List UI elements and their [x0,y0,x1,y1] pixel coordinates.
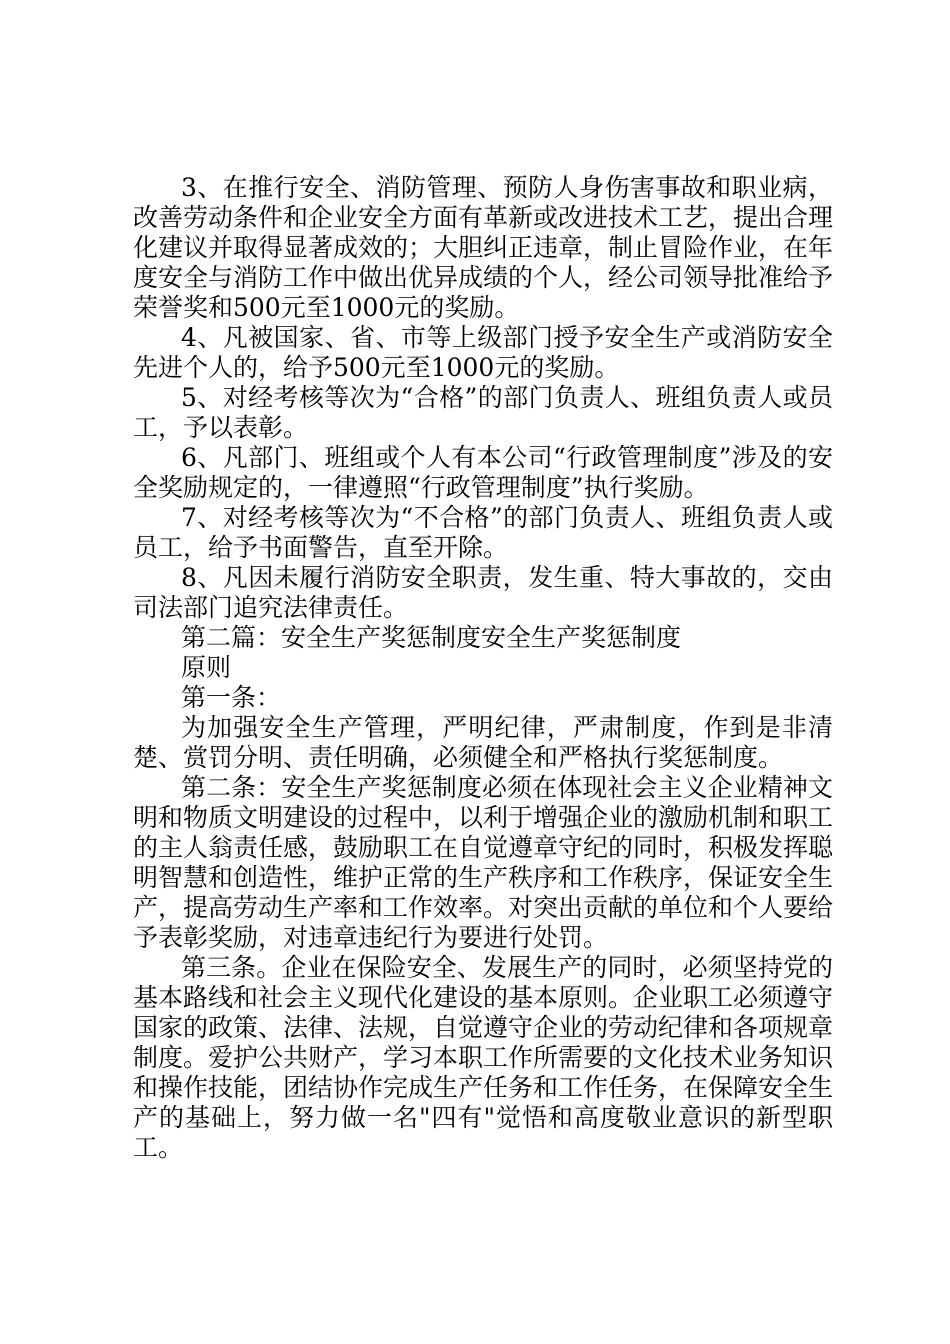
article-1-label: 第一条： [181,683,282,712]
section-heading: 第二篇：安全生产奖惩制度安全生产奖惩制度 [181,623,682,652]
article-3-text: 第三条。企业在保险安全、发展生产的同时，必须坚持党的基本路线和社会主义现代化建设的基本原则。企业职工必须遵守国家的政策、法律、法规，自觉遵守企业的劳动纪律和各项规章制度。爱护公共财产，学习本职工作所需要的文化技术业务知识和操作技能，团结协作完成生产任务和工作任务，在保障安全生产的基础上，努力做一名"四有"觉悟和高度敬业意识的新型职工。 [133,953,834,1162]
paragraph-item-7: 7、对经考核等次为“不合格”的部门负责人、班组负责人或员工，给予书面警告，直至开除。 [133,503,833,562]
paragraph-item-6: 6、凡部门、班组或个人有本公司“行政管理制度”涉及的安全奖励规定的，一律遵照“行政管理制度”执行奖励。 [133,443,833,502]
paragraph-item-5: 5、对经考核等次为“合格”的部门负责人、班组负责人或员工，予以表彰。 [133,383,833,442]
paragraph-item-8: 8、凡因未履行消防安全职责，发生重、特大事故的，交由司法部门追究法律责任。 [133,563,833,622]
document-body [133,173,833,1163]
article-2-text: 第二条：安全生产奖惩制度必须在体现社会主义企业精神文明和物质文明建设的过程中，以利于增强企业的激励机制和职工的主人翁责任感，鼓励职工在自觉遵章守纪的同时，积极发挥聪明智慧和创造性，维护正常的生产秩序和工作秩序，保证安全生产，提高劳动生产率和工作效率。对突出贡献的单位和个人要给予表彰奖励，对违章违纪行为要进行处罚。 [133,773,834,952]
paragraph-item-4: 4、凡被国家、省、市等上级部门授予安全生产或消防安全先进个人的，给予500元至1000元的奖励。 [133,323,833,382]
article-1-text: 为加强安全生产管理，严明纪律，严肃制度，作到是非清楚、赏罚分明、责任明确，必须健全和严格执行奖惩制度。 [133,713,833,772]
subheading-principle: 原则 [181,653,232,682]
paragraph-item-3: 3、在推行安全、消防管理、预防人身伤害事故和职业病，改善劳动条件和企业安全方面有革新或改进技术工艺，提出合理化建议并取得显著成效的；大胆纠正违章，制止冒险作业，在年度安全与消防工作中做出优异成绩的个人，经公司领导批准给予荣誉奖和500元至1000元的奖励。 [133,173,834,322]
